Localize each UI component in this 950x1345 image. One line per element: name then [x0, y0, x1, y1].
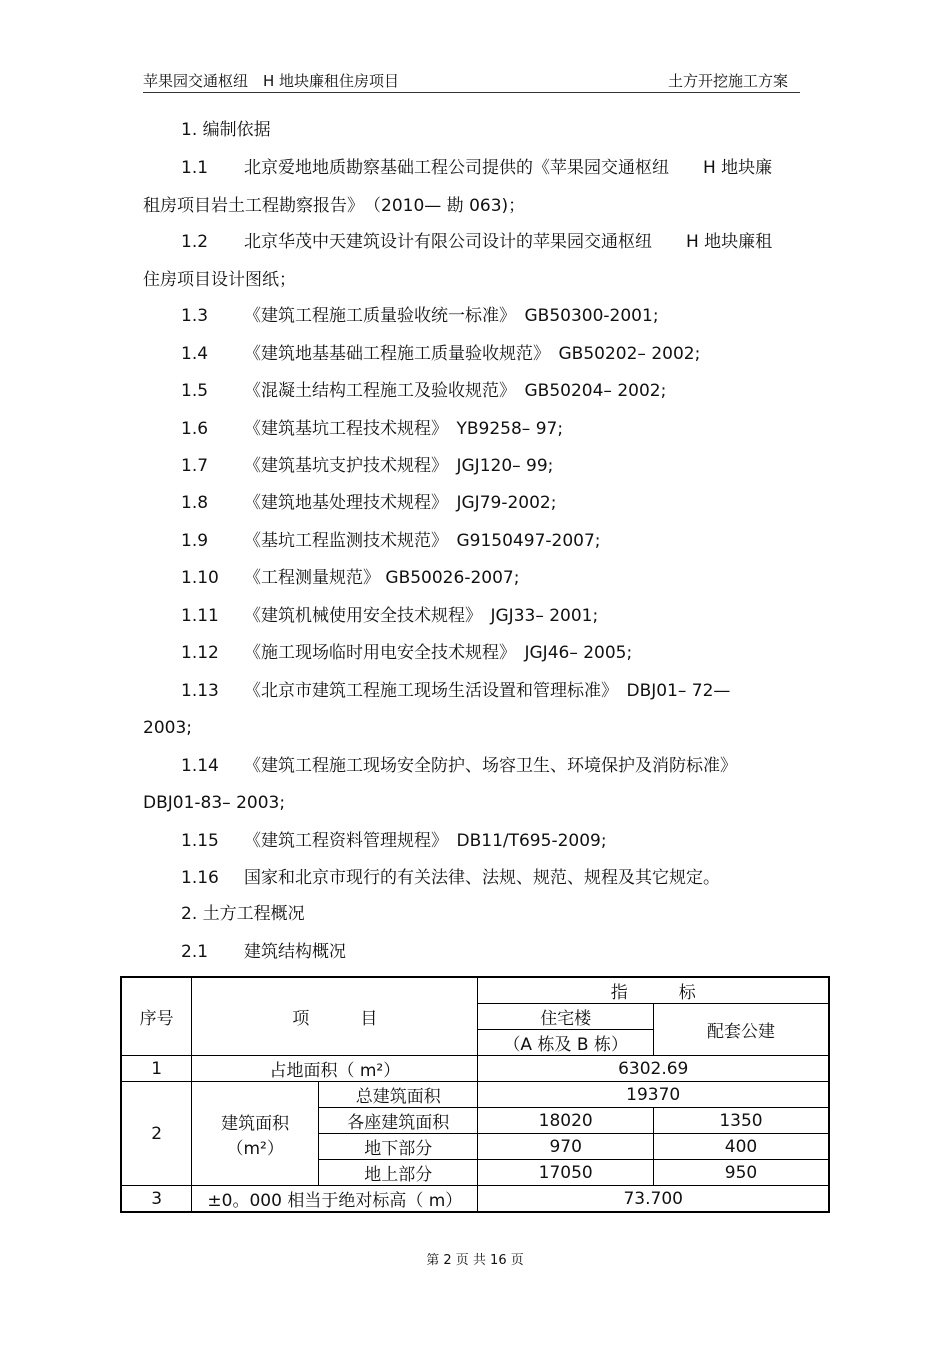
- reference-number: 1.10: [181, 568, 219, 588]
- reference-continuation: 租房项目岩土工程勘察报告》 （2010— 勘 063)；: [143, 196, 526, 216]
- reference-item: [181, 158, 772, 178]
- reference-number: 1.1: [181, 158, 209, 178]
- table-row: [121, 1082, 829, 1108]
- table-row: [121, 1186, 829, 1213]
- row2b-label: 各座建筑面积: [319, 1108, 478, 1134]
- header-index: 指 标: [478, 977, 829, 1004]
- row2a-label: 总建筑面积: [319, 1082, 478, 1108]
- reference-text: 国家和北京市现行的有关法律、法规、规范、规程及其它规定。: [244, 868, 720, 888]
- reference-text: 北京华茂中天建筑设计有限公司设计的苹果园交通枢纽 H 地块廉租: [244, 232, 773, 252]
- row3-seq: 3: [121, 1186, 192, 1213]
- reference-item: [181, 868, 720, 888]
- reference-text: 《混凝土结构工程施工及验收规范》 GB50204– 2002;: [244, 381, 667, 401]
- reference-text: 《建筑机械使用安全技术规程》 JGJ33– 2001;: [244, 606, 599, 626]
- reference-text: 北京爱地地质勘察基础工程公司提供的《苹果园交通枢纽 H 地块廉: [244, 158, 773, 178]
- header-seq: 序号: [121, 977, 192, 1056]
- reference-number: 1.9: [181, 531, 209, 551]
- reference-continuation: DBJ01-83– 2003;: [143, 793, 286, 813]
- reference-number: 1.4: [181, 344, 209, 364]
- header-residential-line2: （A 栋及 B 栋）: [478, 1030, 654, 1056]
- reference-item: [181, 643, 632, 663]
- reference-text: 《施工现场临时用电安全技术规程》 JGJ46– 2005;: [244, 643, 633, 663]
- reference-item: [181, 456, 553, 476]
- section-2-1-heading: [181, 942, 346, 962]
- row2c-label: 地下部分: [319, 1134, 478, 1160]
- reference-item: [181, 568, 519, 588]
- reference-number: 1.2: [181, 232, 209, 252]
- row3-value: 73.700: [478, 1186, 829, 1213]
- reference-text: 《建筑工程施工现场安全防护、场容卫生、环境保护及消防标准》: [244, 756, 737, 776]
- reference-number: 1.11: [181, 606, 219, 626]
- reference-number: 1.7: [181, 456, 209, 476]
- section-2-title: 2. 土方工程概况: [181, 904, 305, 924]
- reference-continuation: 2003;: [143, 718, 192, 738]
- row2d-residential: 17050: [478, 1160, 654, 1186]
- reference-number: 1.3: [181, 306, 209, 326]
- row2b-public: 1350: [653, 1108, 829, 1134]
- row2d-label: 地上部分: [319, 1160, 478, 1186]
- reference-item: [181, 531, 601, 551]
- row2c-residential: 970: [478, 1134, 654, 1160]
- reference-item: [181, 419, 563, 439]
- header-doc-title: 土方开挖施工方案: [667, 72, 788, 90]
- header-item: 项 目: [192, 977, 478, 1056]
- reference-number: 1.5: [181, 381, 209, 401]
- reference-number: 1.12: [181, 643, 219, 663]
- reference-item: [181, 306, 659, 326]
- reference-item: [181, 831, 607, 851]
- reference-number: 1.13: [181, 681, 219, 701]
- reference-item: [181, 681, 730, 701]
- reference-item: [181, 344, 700, 364]
- row1-item: 占地面积（ m²）: [192, 1056, 478, 1082]
- row2a-value: 19370: [478, 1082, 829, 1108]
- row2-item-line2: （m²）: [226, 1138, 284, 1159]
- reference-text: 《北京市建筑工程施工现场生活设置和管理标准》 DBJ01– 72—: [244, 681, 731, 701]
- reference-text: 《建筑基坑支护技术规程》 JGJ120– 99;: [244, 456, 554, 476]
- row2-seq: 2: [121, 1082, 192, 1186]
- table-row: [121, 1056, 829, 1082]
- reference-item: [181, 493, 556, 513]
- table-header-row: [121, 977, 829, 1004]
- row2d-public: 950: [653, 1160, 829, 1186]
- reference-number: 1.8: [181, 493, 209, 513]
- reference-text: 《建筑工程资料管理规程》 DB11/T695-2009;: [244, 831, 607, 851]
- header-project-title: 苹果园交通枢纽 H 地块廉租住房项目: [143, 72, 400, 90]
- reference-text: 《建筑地基处理技术规程》 JGJ79-2002;: [244, 493, 557, 513]
- row2c-public: 400: [653, 1134, 829, 1160]
- header-public: 配套公建: [653, 1004, 829, 1056]
- row2-item: [192, 1082, 319, 1186]
- section-2-1-number: 2.1: [181, 942, 209, 962]
- reference-item: [181, 381, 666, 401]
- building-overview-table: [120, 976, 830, 1213]
- reference-text: 《基坑工程监测技术规范》 G9150497-2007;: [244, 531, 601, 551]
- row1-value: 6302.69: [478, 1056, 829, 1082]
- section-2-1-title: 建筑结构概况: [244, 942, 346, 962]
- reference-item: [181, 756, 737, 776]
- section-1-title: 1. 编制依据: [181, 120, 271, 140]
- row1-seq: 1: [121, 1056, 192, 1082]
- page-footer: 第 2 页 共 16 页: [426, 1253, 524, 1268]
- row2b-residential: 18020: [478, 1108, 654, 1134]
- header-residential: [478, 1004, 654, 1030]
- reference-text: 《工程测量规范》 GB50026-2007;: [244, 568, 520, 588]
- reference-text: 《建筑基坑工程技术规程》 YB9258– 97;: [244, 419, 564, 439]
- reference-text: 《建筑地基基础工程施工质量验收规范》 GB50202– 2002;: [244, 344, 701, 364]
- reference-continuation: 住房项目设计图纸；: [143, 270, 296, 290]
- reference-text: 《建筑工程施工质量验收统一标准》 GB50300-2001;: [244, 306, 659, 326]
- reference-number: 1.15: [181, 831, 219, 851]
- header-residential-line1: 住宅楼: [540, 1009, 592, 1029]
- page-header: [143, 70, 800, 93]
- reference-number: 1.14: [181, 756, 219, 776]
- row2-item-line1: 建筑面积: [221, 1113, 290, 1134]
- reference-item: [181, 232, 772, 252]
- reference-number: 1.6: [181, 419, 209, 439]
- reference-number: 1.16: [181, 868, 219, 888]
- reference-item: [181, 606, 598, 626]
- row3-item: ±0。000 相当于绝对标高（ m）: [192, 1186, 478, 1213]
